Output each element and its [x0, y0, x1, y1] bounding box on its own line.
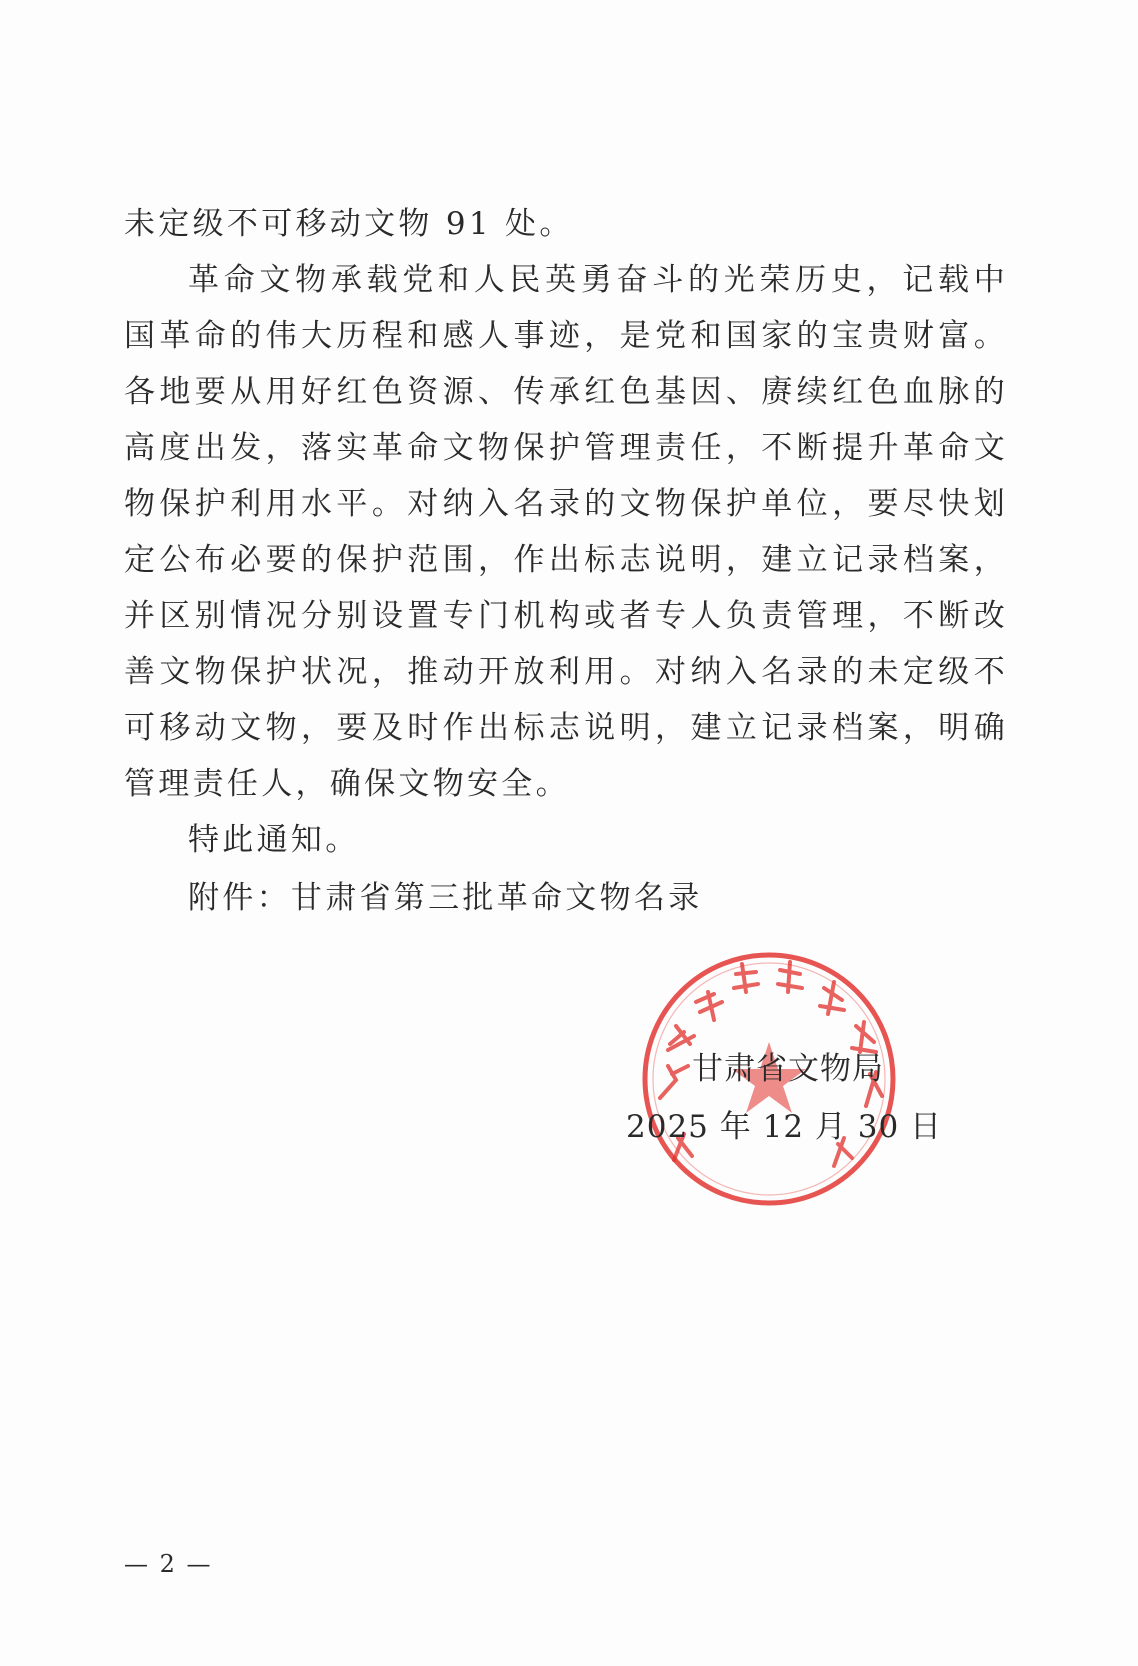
body-text: [124, 196, 1008, 868]
signature-block: [626, 1040, 943, 1156]
page-number: — 2 —: [124, 1550, 213, 1578]
paragraph-main: 革命文物承载党和人民英勇奋斗的光荣历史，记载中国革命的伟大历程和感人事迹，是党和国家的宝贵财富。各地要从用好红色资源、传承红色基因、赓续红色血脉的高度出发，落实革命文物保护管理责任，不断提升革命文物保护利用水平。对纳入名录的文物保护单位，要尽快划定公布必要的保护范围，作出标志说明，建立记录档案，并区别情况分别设置专门机构或者专人负责管理，不断改善文物保护状况，推动开放利用。对纳入名录的未定级不可移动文物，要及时作出标志说明，建立记录档案，明确管理责任人，确保文物安全。: [124, 262, 1008, 802]
paragraph-continuation: 未定级不可移动文物 91 处。: [124, 206, 574, 242]
issue-date: 2025 年 12 月 30 日: [626, 1109, 943, 1145]
paragraph-closing: 特此通知。: [188, 822, 360, 858]
attachment-line: 附件：甘肃省第三批革命文物名录: [188, 880, 703, 916]
issuing-organization: 甘肃省文物局: [692, 1051, 884, 1087]
